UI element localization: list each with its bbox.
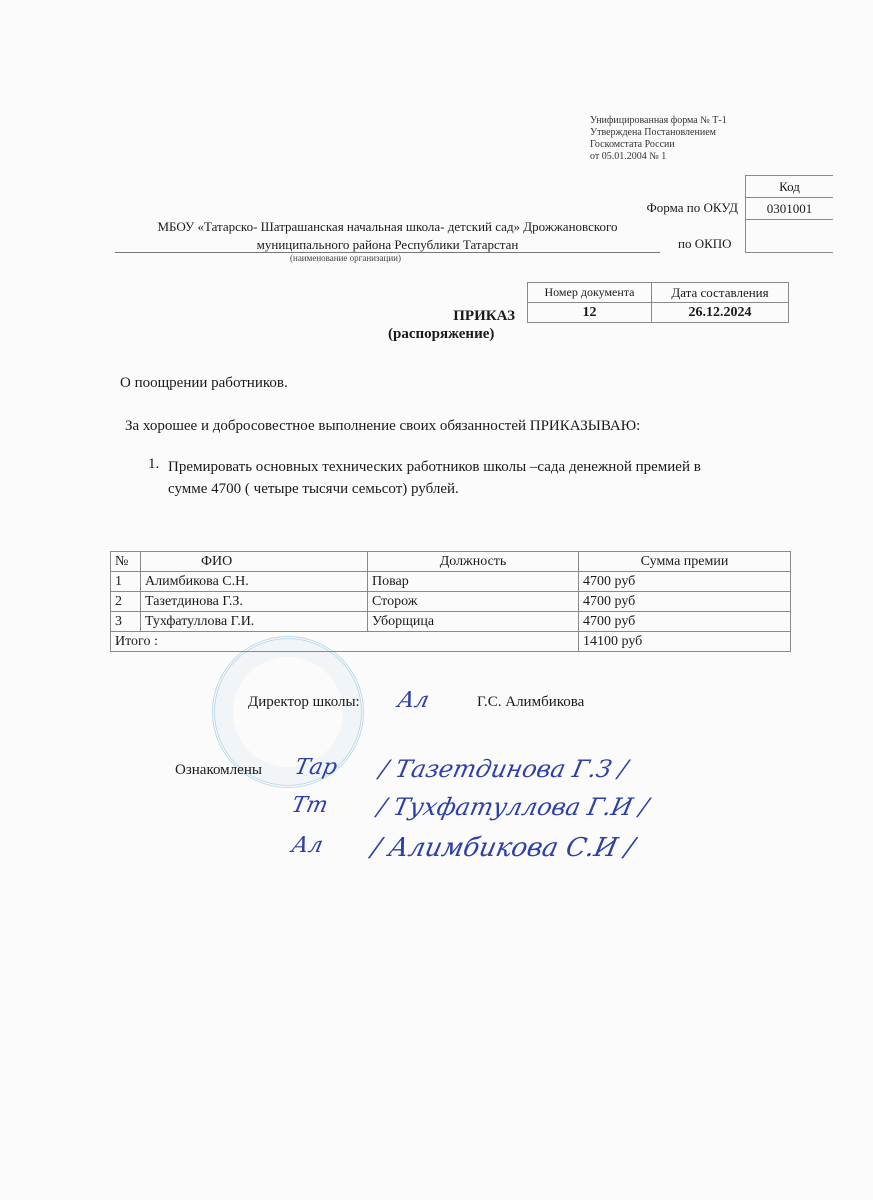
col-header: ФИО <box>141 552 368 572</box>
ack-name: / Тухфатуллова Г.И / <box>375 793 652 821</box>
cell-amount: 4700 руб <box>579 572 791 592</box>
ack-name: / Тазетдинова Г.З / <box>377 755 631 783</box>
doc-meta-table <box>527 282 789 323</box>
document-subtitle: (распоряжение) <box>388 326 495 342</box>
form-header-line: Госкомстата России <box>590 139 675 150</box>
okud-value: 0301001 <box>746 197 833 219</box>
cell-name: Тухфатуллова Г.И. <box>141 612 368 632</box>
table-row <box>111 572 791 592</box>
code-box <box>745 175 833 253</box>
cell-name: Алимбикова С.Н. <box>141 572 368 592</box>
preamble: За хорошее и добросовестное выполнение своих обязанностей ПРИКАЗЫВАЮ: <box>125 418 641 434</box>
organization-name <box>115 218 660 254</box>
ack-signature: Ал <box>289 833 326 858</box>
form-header-line: от 05.01.2004 № 1 <box>590 151 667 162</box>
doc-date: 26.12.2024 <box>652 303 789 323</box>
org-line-1: МБОУ «Татарско- Шатрашанская начальная школа- детский сад» Дрожжановского <box>157 219 618 234</box>
cell-name: Тазетдинова Г.З. <box>141 592 368 612</box>
doc-date-label: Дата составления <box>652 283 789 303</box>
okpo-value <box>746 219 833 253</box>
org-caption: (наименование организации) <box>290 253 401 263</box>
total-value: 14100 руб <box>579 632 791 652</box>
acknowledged-label: Ознакомлены <box>175 762 262 778</box>
table-header-row <box>111 552 791 572</box>
form-header-line: Утверждена Постановлением <box>590 127 716 138</box>
list-number: 1. <box>148 456 160 472</box>
cell-num: 1 <box>111 572 141 592</box>
table-total-row <box>111 632 791 652</box>
col-header: Должность <box>368 552 579 572</box>
cell-amount: 4700 руб <box>579 612 791 632</box>
table-row <box>111 612 791 632</box>
col-header: № <box>111 552 141 572</box>
form-header <box>590 115 727 163</box>
table-row <box>111 592 791 612</box>
cell-amount: 4700 руб <box>579 592 791 612</box>
bonus-table <box>110 551 791 652</box>
okud-label: Форма по ОКУД <box>646 200 738 215</box>
cell-position: Уборщица <box>368 612 579 632</box>
director-label: Директор школы: <box>248 694 360 710</box>
okpo-label: по ОКПО <box>678 236 732 251</box>
doc-number: 12 <box>528 303 652 323</box>
list-item-line: Премировать основных технических работников школы –сада денежной премией в <box>168 459 701 475</box>
total-label: Итого : <box>111 632 579 652</box>
document-title: ПРИКАЗ <box>453 308 515 324</box>
form-header-line: Унифицированная форма № Т-1 <box>590 115 727 126</box>
ack-signature: Тар <box>292 755 340 780</box>
ack-name: / Алимбикова С.И / <box>368 833 638 863</box>
doc-number-label: Номер документа <box>528 283 652 303</box>
col-header: Сумма премии <box>579 552 791 572</box>
ack-signature: Тт <box>289 793 331 818</box>
cell-position: Повар <box>368 572 579 592</box>
subject: О поощрении работников. <box>120 375 288 391</box>
cell-num: 3 <box>111 612 141 632</box>
director-name: Г.С. Алимбикова <box>477 694 585 710</box>
list-item <box>168 456 701 500</box>
cell-position: Сторож <box>368 592 579 612</box>
cell-num: 2 <box>111 592 141 612</box>
org-line-2: муниципального района Республики Татарстан <box>256 237 519 252</box>
director-signature: Ал <box>395 688 432 713</box>
code-label: Код <box>746 175 833 197</box>
list-item-line: сумме 4700 ( четыре тысячи семьсот) рублей. <box>168 481 459 497</box>
